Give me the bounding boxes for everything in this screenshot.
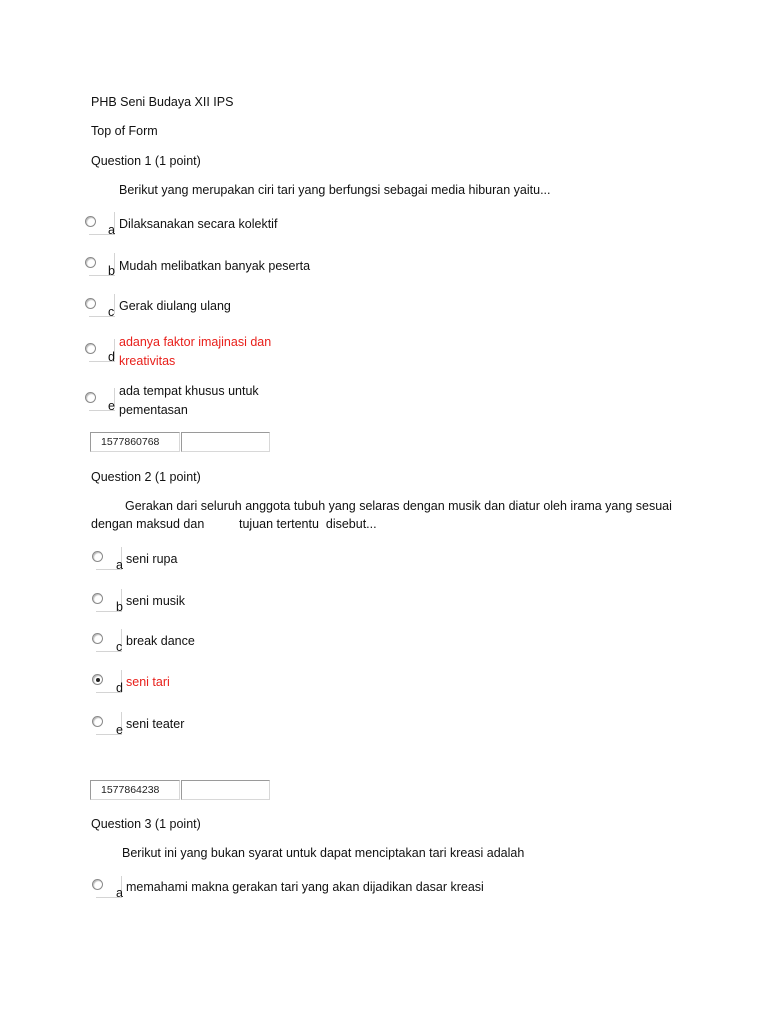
question-2-answer-field[interactable] [181,780,270,800]
radio-button[interactable] [92,633,103,644]
question-2-option-b[interactable] [0,589,700,629]
question-2-option-a[interactable] [0,547,700,587]
radio-button[interactable] [85,392,96,403]
radio-button[interactable] [92,551,103,562]
option-letter: d [116,681,123,695]
option-label: Gerak diulang ulang [119,299,231,313]
option-label: Dilaksanakan secara kolektif [119,217,278,231]
question-1-text: Berikut yang merupakan ciri tari yang berfungsi sebagai media hiburan yaitu... [119,183,551,197]
question-3-text: Berikut ini yang bukan syarat untuk dapat menciptakan tari kreasi adalah [122,846,525,860]
question-1-option-a[interactable] [0,212,700,252]
radio-button[interactable] [92,879,103,890]
radio-button[interactable] [85,343,96,354]
option-letter: a [116,886,123,900]
option-label: seni musik [126,594,186,608]
question-2-text-line-2: dengan maksud dan tujuan tertentu disebut... [91,517,377,531]
option-letter: a [116,558,123,572]
question-3-option-a[interactable] [0,876,700,916]
radio-button[interactable] [92,593,103,604]
option-label: seni rupa [126,552,178,566]
question-2-option-c[interactable] [0,629,700,669]
question-1-id-field[interactable]: 1577860768 [90,432,180,452]
option-label: seni teater [126,717,185,731]
question-2-id-field[interactable]: 1577864238 [90,780,180,800]
option-label: Mudah melibatkan banyak peserta [119,259,311,273]
question-2-option-d[interactable] [0,670,700,710]
option-label: memahami makna gerakan tari yang akan dijadikan dasar kreasi [126,880,484,894]
option-letter: c [116,640,123,654]
question-1-option-b[interactable] [0,253,700,293]
radio-button[interactable] [85,216,96,227]
option-letter: e [116,723,123,737]
option-letter: a [108,223,115,237]
option-letter: b [116,600,123,614]
question-2-option-e[interactable] [0,712,700,752]
question-3-heading: Question 3 (1 point) [91,817,201,831]
option-letter: e [108,399,115,413]
question-2-text-line-1: Gerakan dari seluruh anggota tubuh yang selaras dengan musik dan diatur oleh irama yang sesuai [125,499,672,513]
radio-button-selected[interactable] [92,674,103,685]
question-1-heading: Question 1 (1 point) [91,154,201,168]
option-letter: d [108,350,115,364]
page-title: PHB Seni Budaya XII IPS [91,95,234,109]
option-letter: b [108,264,115,278]
radio-button[interactable] [85,257,96,268]
question-1-option-c[interactable] [0,294,700,334]
top-of-form-label: Top of Form [91,124,158,138]
option-letter: c [108,305,115,319]
option-label: seni tari [126,675,170,689]
radio-button[interactable] [92,716,103,727]
question-2-heading: Question 2 (1 point) [91,470,201,484]
option-label: break dance [126,634,195,648]
option-label: adanya faktor imajinasi dan kreativitas [119,335,272,368]
radio-button[interactable] [85,298,96,309]
question-1-option-d[interactable] [0,333,700,373]
question-1-answer-field[interactable] [181,432,270,452]
question-1-option-e[interactable] [0,383,700,423]
option-label: ada tempat khusus untuk pementasan [119,384,259,417]
